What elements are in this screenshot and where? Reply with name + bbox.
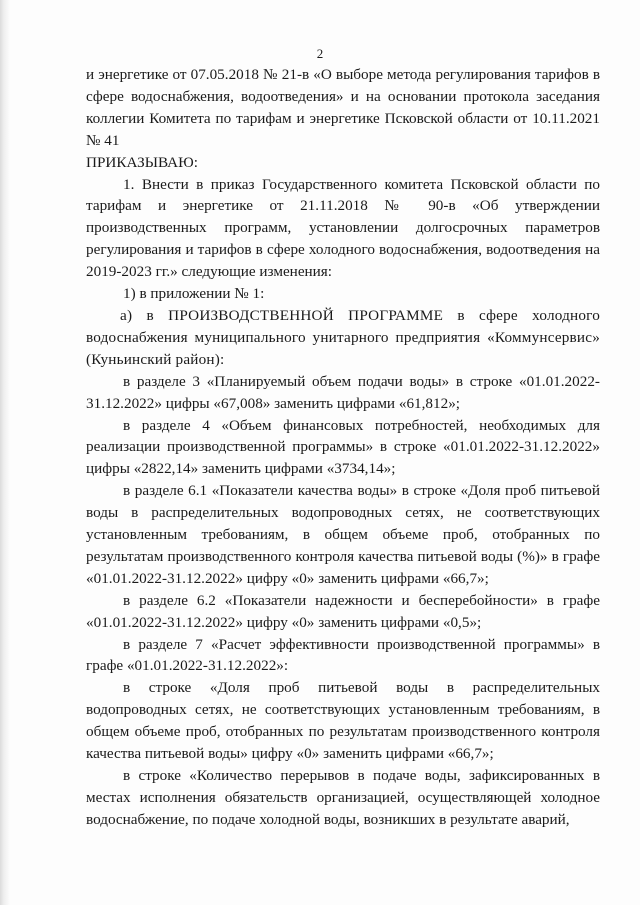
paragraph-section-6-1: в разделе 6.1 «Показатели качества воды» в строке «Доля проб питьевой воды в распределительных водопроводных сетях, не соответствующих установленным требованиям, в общем объеме проб, отобранных по результатам производственного контроля качества питьевой воды (%)» в графе «01.01.2022-31.12.2022» цифру «0» заменить цифрами «66,7»;	[86, 482, 600, 587]
scan-edge-shadow	[0, 0, 10, 905]
order-heading: ПРИКАЗЫВАЮ:	[86, 153, 198, 171]
paragraph-section-3: в разделе 3 «Планируемый объем подачи воды» в строке «01.01.2022-31.12.2022» цифры «67,008» заменить цифрами «61,812»;	[86, 372, 600, 412]
page-number: 2	[316, 46, 324, 61]
paragraph-subitem-a: а) в ПРОИЗВОДСТВЕННОЙ ПРОГРАММЕ в сфере холодного водоснабжения муниципального унитарного предприятия «Коммунсервис» (Куньинский район):	[86, 306, 600, 368]
paragraph-section-7: в разделе 7 «Расчет эффективности производственной программы» в графе «01.01.2022-31.12.2022»:	[86, 635, 600, 675]
paragraph-preamble-continuation: и энергетике от 07.05.2018 № 21-в «О выборе метода регулирования тарифов в сфере водоснабжения, водоотведения» и на основании протокола заседания коллегии Комитета по тарифам и энергетике Псковской области от 10.11.2021 № 41	[86, 66, 600, 149]
paragraph-item-1: 1. Внести в приказ Государственного комитета Псковской области по тарифам и энергетике от 21.11.2018 № 90-в «Об утверждении производственных программ, установлении долгосрочных параметров регулирования и тарифов в сфере холодного водоснабжения, водоотведения на 2019-2023 гг.» следующие изменения:	[86, 175, 600, 281]
document-body	[86, 64, 600, 831]
paragraph-row-interruptions: в строке «Количество перерывов в подаче воды, зафиксированных в местах исполнения обязательств организацией, осуществляющей холодное водоснабжение, по подаче холодной воды, возникших в результате аварий,	[86, 767, 600, 828]
paragraph-section-4: в разделе 4 «Объем финансовых потребностей, необходимых для реализации производственной программы» в строке «01.01.2022-31.12.2022» цифры «2822,14» заменить цифрами «3734,14»;	[86, 416, 600, 478]
paragraph-row-water-quality: в строке «Доля проб питьевой воды в распределительных водопроводных сетях, не соответствующих установленным требованиям, в общем объеме проб, отобранных по результатам производственного контроля качества питьевой воды» цифру «0» заменить цифрами «66,7»;	[86, 679, 600, 763]
paragraph-subitem-1: 1) в приложении № 1:	[123, 285, 265, 303]
paragraph-section-6-2: в разделе 6.2 «Показатели надежности и бесперебойности» в графе «01.01.2022-31.12.2022» цифру «0» заменить цифрами «0,5»;	[86, 591, 600, 631]
